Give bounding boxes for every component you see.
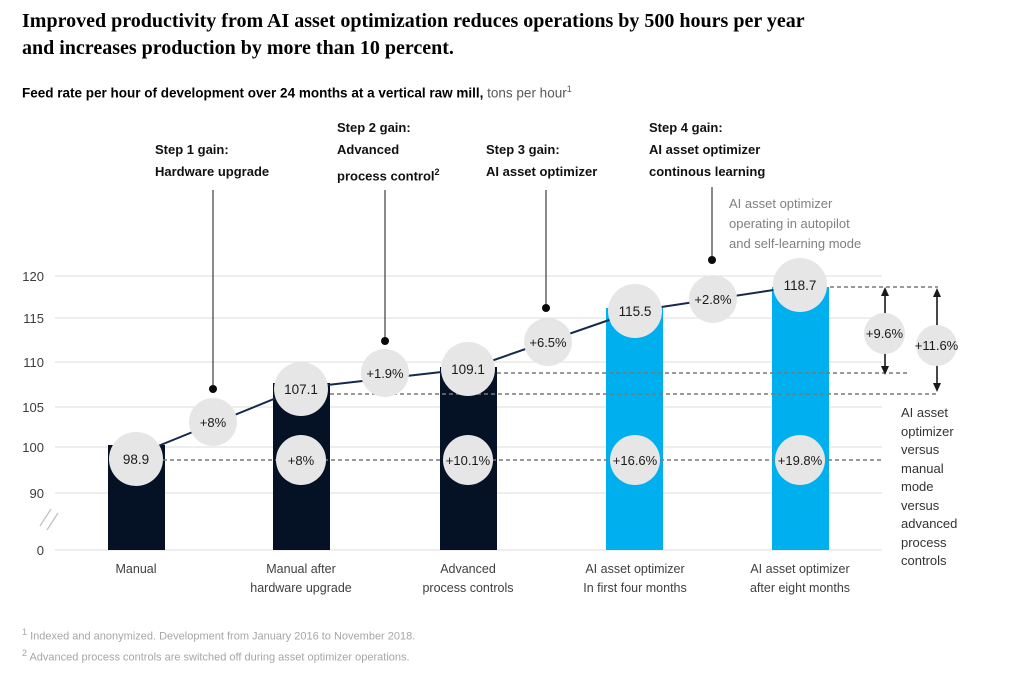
x-label-advanced-process-controls: Advanced process controls	[422, 562, 514, 595]
x-label-ai-four-months: AI asset optimizer In first four months	[583, 562, 687, 595]
vs-manual-gain-apc: +10.1%	[443, 435, 493, 485]
step1-label: Step 1 gain: Hardware upgrade	[155, 142, 270, 179]
comparison-gain-vs-apc: +9.6%	[864, 313, 905, 354]
value-circle-hardware: 107.1	[274, 362, 328, 416]
step2-gain-circle: +1.9%	[361, 349, 409, 397]
y-tick-110: 110	[23, 355, 44, 370]
comparison-gain-vs-hardware: +11.6%	[916, 325, 957, 366]
chart-subtitle-unit: tons per hour	[487, 85, 567, 101]
y-tick-90: 90	[29, 486, 44, 501]
vs-manual-gain-hardware: +8%	[276, 435, 326, 485]
x-label-manual: Manual	[115, 562, 157, 576]
value-circle-manual: 98.9	[109, 432, 163, 486]
footnotes	[22, 624, 415, 665]
autopilot-note: AI asset optimizer operating in autopilot and self-learning mode	[729, 196, 862, 251]
x-label-ai-eight-months: AI asset optimizer after eight months	[749, 562, 851, 595]
comparison-note: AI asset optimizer versus manual mode versus advanced process controls	[901, 405, 958, 568]
page-title-line1: Improved productivity from AI asset optimization reduces operations by 500 hours per year	[22, 10, 805, 32]
x-label-manual-after-hardware: Manual after hardware upgrade	[250, 562, 352, 595]
vs-manual-gain-ai-eight-months: +19.8%	[775, 435, 825, 485]
step4-gain-circle: +2.8%	[689, 275, 737, 323]
step4-label: Step 4 gain: AI asset optimizer continous learning	[649, 120, 766, 179]
value-circle-ai-eight-months: 118.7	[773, 258, 827, 312]
vs-manual-gain-ai-four-months: +16.6%	[610, 435, 660, 485]
y-tick-100: 100	[22, 440, 44, 455]
step1-gain-circle: +8%	[189, 398, 237, 446]
page-title-line2: and increases production by more than 10 percent.	[22, 37, 454, 59]
bar-ai-optimizer-eight-months	[772, 287, 829, 550]
step2-label: Step 2 gain: Advanced process control$^2$	[337, 120, 440, 184]
bar-ai-optimizer-four-months	[606, 308, 663, 550]
value-circle-ai-four-months: 115.5	[608, 284, 662, 338]
footnote-2: $^2$ Advanced process controls are switched off during asset optimizer operations.	[22, 647, 410, 664]
footnote-1: $^1$ Indexed and anonymized. Development from January 2016 to November 2018.	[22, 627, 416, 643]
y-tick-120: 120	[22, 269, 44, 284]
chart-subtitle-footnote-ref: 1	[566, 84, 572, 94]
step2-footnote-ref: 2	[434, 167, 440, 177]
step3-gain-circle: +6.5%	[524, 318, 572, 366]
step3-label: Step 3 gain: AI asset optimizer	[486, 142, 598, 179]
chart-subtitle-bold: Feed rate per hour of development over 24 months at a vertical raw mill,	[22, 85, 484, 101]
y-tick-105: 105	[22, 400, 44, 415]
y-tick-0: 0	[36, 543, 44, 558]
y-tick-115: 115	[23, 311, 44, 326]
value-circle-apc: 109.1	[441, 342, 495, 396]
axis-break-icon	[40, 509, 58, 530]
